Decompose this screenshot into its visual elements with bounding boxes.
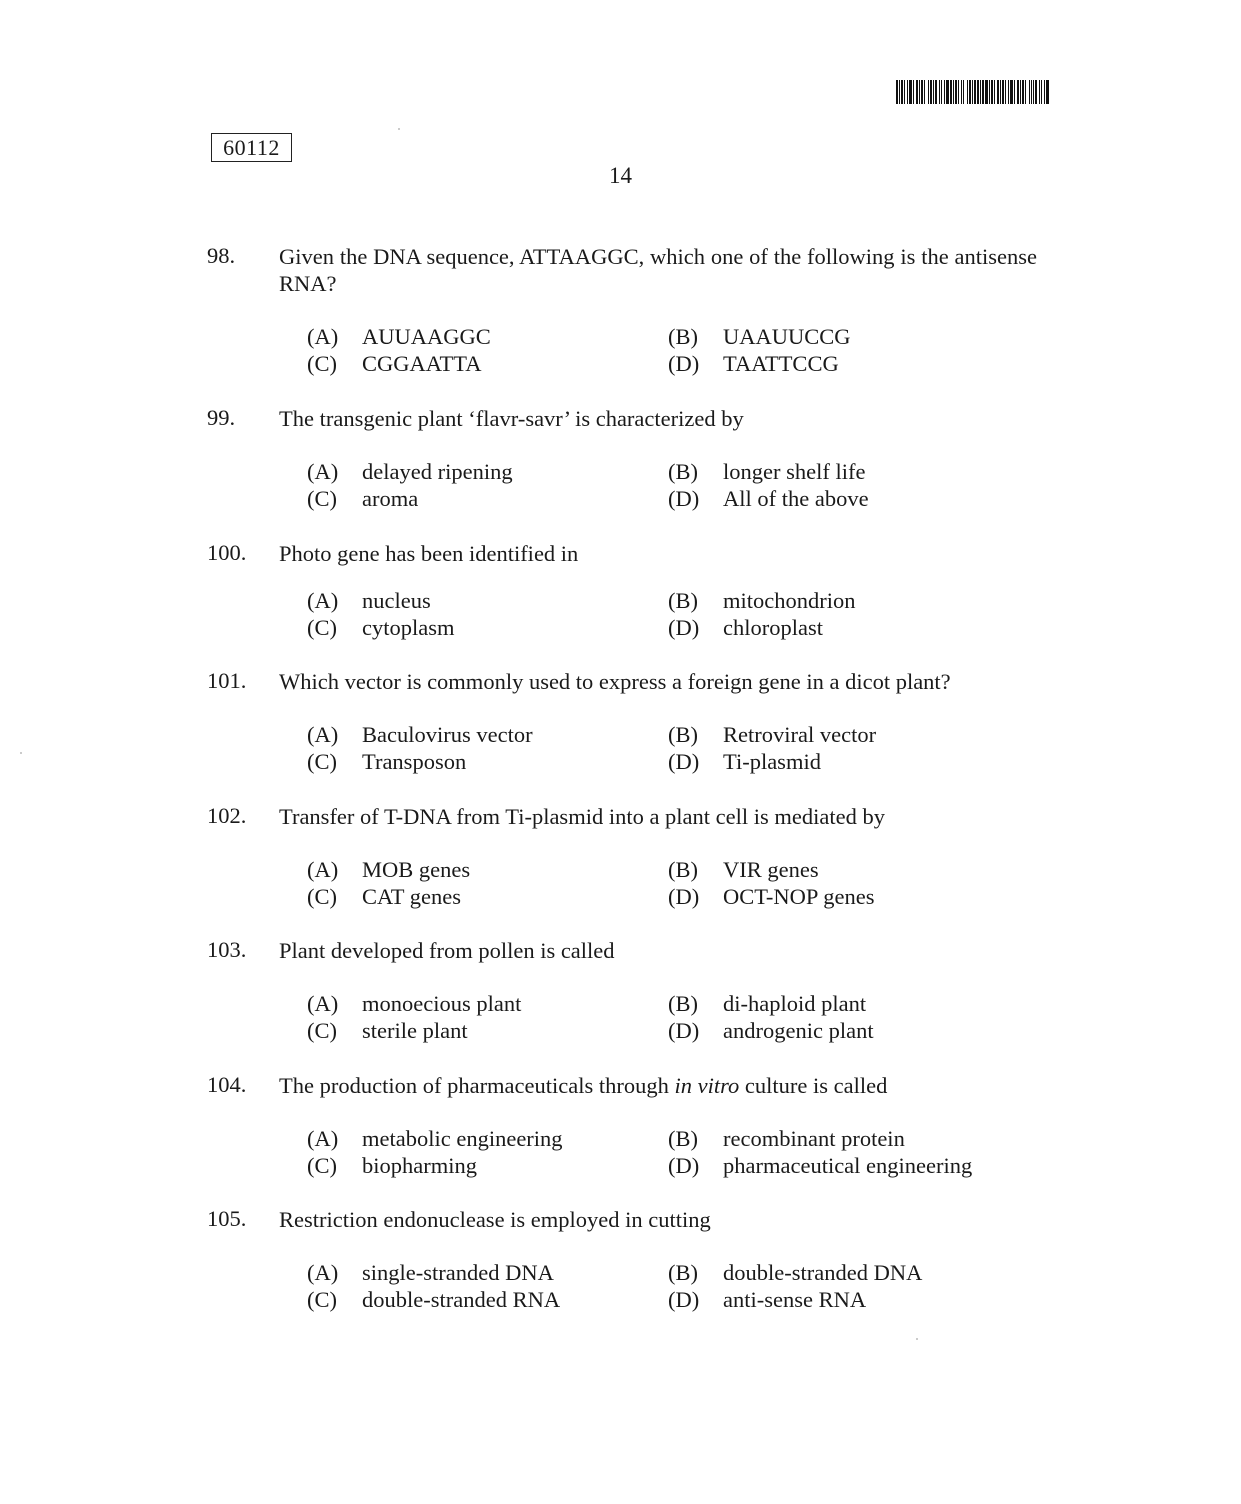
question-number: 102. <box>207 803 247 828</box>
option-b[interactable]: (B) VIR genes <box>668 857 819 882</box>
option-c[interactable]: (C) sterile plant <box>307 1018 468 1043</box>
options <box>207 990 1037 1046</box>
option-b[interactable]: (B) mitochondrion <box>668 588 856 613</box>
option-c[interactable]: (C) double-stranded RNA <box>307 1287 561 1312</box>
page-number: 14 <box>609 163 632 188</box>
question-text: Restriction endonuclease is employed in cutting <box>279 1207 711 1232</box>
question-text: Which vector is commonly used to express a foreign gene in a dicot plant? <box>279 669 951 694</box>
option-b[interactable]: (B) Retroviral vector <box>668 722 877 747</box>
question-number: 98. <box>207 243 236 268</box>
option-b[interactable]: (B) recombinant protein <box>668 1126 905 1151</box>
scan-speck <box>398 128 400 130</box>
option-b[interactable]: (B) UAAUUCCG <box>668 324 851 349</box>
option-d[interactable]: (D) pharmaceutical engineering <box>668 1153 973 1178</box>
question-text: Given the DNA sequence, ATTAAGGC, which one of the following is the antisense RNA? <box>279 244 1037 296</box>
italic-term: in vitro <box>674 1073 740 1098</box>
question-number: 101. <box>207 668 247 693</box>
option-d[interactable]: (D) TAATTCCG <box>668 351 839 376</box>
options <box>207 458 1037 514</box>
option-b[interactable]: (B) di-haploid plant <box>668 991 867 1016</box>
options <box>207 721 1037 777</box>
question-number: 103. <box>207 937 247 962</box>
option-c[interactable]: (C) aroma <box>307 486 419 511</box>
options <box>207 856 1037 912</box>
question-text: Photo gene has been identified in <box>279 541 579 566</box>
option-c[interactable]: (C) CAT genes <box>307 884 461 909</box>
question-100 <box>207 540 1037 643</box>
option-c[interactable]: (C) CGGAATTA <box>307 351 482 376</box>
options <box>207 587 1037 643</box>
option-c[interactable]: (C) biopharming <box>307 1153 477 1178</box>
option-a[interactable]: (A) nucleus <box>307 588 431 613</box>
option-d[interactable]: (D) androgenic plant <box>668 1018 874 1043</box>
option-a[interactable]: (A) Baculovirus vector <box>307 722 533 747</box>
question-98 <box>207 243 1037 379</box>
question-number: 99. <box>207 405 236 430</box>
option-a[interactable]: (A) monoecious plant <box>307 991 522 1016</box>
option-c[interactable]: (C) cytoplasm <box>307 615 455 640</box>
option-a[interactable]: (A) metabolic engineering <box>307 1126 563 1151</box>
paper-code-box: 60112 <box>211 133 292 162</box>
option-a[interactable]: (A) AUUAAGGC <box>307 324 491 349</box>
question-number: 105. <box>207 1206 247 1231</box>
question-text: Plant developed from pollen is called <box>279 938 615 963</box>
option-a[interactable]: (A) delayed ripening <box>307 459 513 484</box>
option-c[interactable]: (C) Transposon <box>307 749 467 774</box>
question-text: The production of pharmaceuticals through in vitro culture is called <box>279 1073 888 1098</box>
option-b[interactable]: (B) double-stranded DNA <box>668 1260 923 1285</box>
question-102 <box>207 803 1037 912</box>
question-text: Transfer of T-DNA from Ti-plasmid into a plant cell is mediated by <box>279 804 885 829</box>
options <box>207 1259 1037 1315</box>
option-d[interactable]: (D) OCT-NOP genes <box>668 884 875 909</box>
barcode <box>896 80 1049 104</box>
barcode-bar <box>1046 80 1049 104</box>
question-103 <box>207 937 1037 1046</box>
option-d[interactable]: (D) anti-sense RNA <box>668 1287 867 1312</box>
question-99 <box>207 405 1037 514</box>
question-105 <box>207 1206 1037 1315</box>
scan-speck <box>20 752 22 754</box>
options <box>207 323 1037 379</box>
option-d[interactable]: (D) chloroplast <box>668 615 823 640</box>
question-text: The transgenic plant ‘flavr-savr’ is characterized by <box>279 406 744 431</box>
question-104 <box>207 1072 1037 1181</box>
option-b[interactable]: (B) longer shelf life <box>668 459 866 484</box>
option-a[interactable]: (A) single-stranded DNA <box>307 1260 554 1285</box>
question-number: 100. <box>207 540 247 565</box>
options <box>207 1125 1037 1181</box>
option-d[interactable]: (D) Ti-plasmid <box>668 749 821 774</box>
question-101 <box>207 668 1037 777</box>
option-a[interactable]: (A) MOB genes <box>307 857 471 882</box>
question-number: 104. <box>207 1072 247 1097</box>
scan-speck <box>916 1338 918 1340</box>
option-d[interactable]: (D) All of the above <box>668 486 869 511</box>
